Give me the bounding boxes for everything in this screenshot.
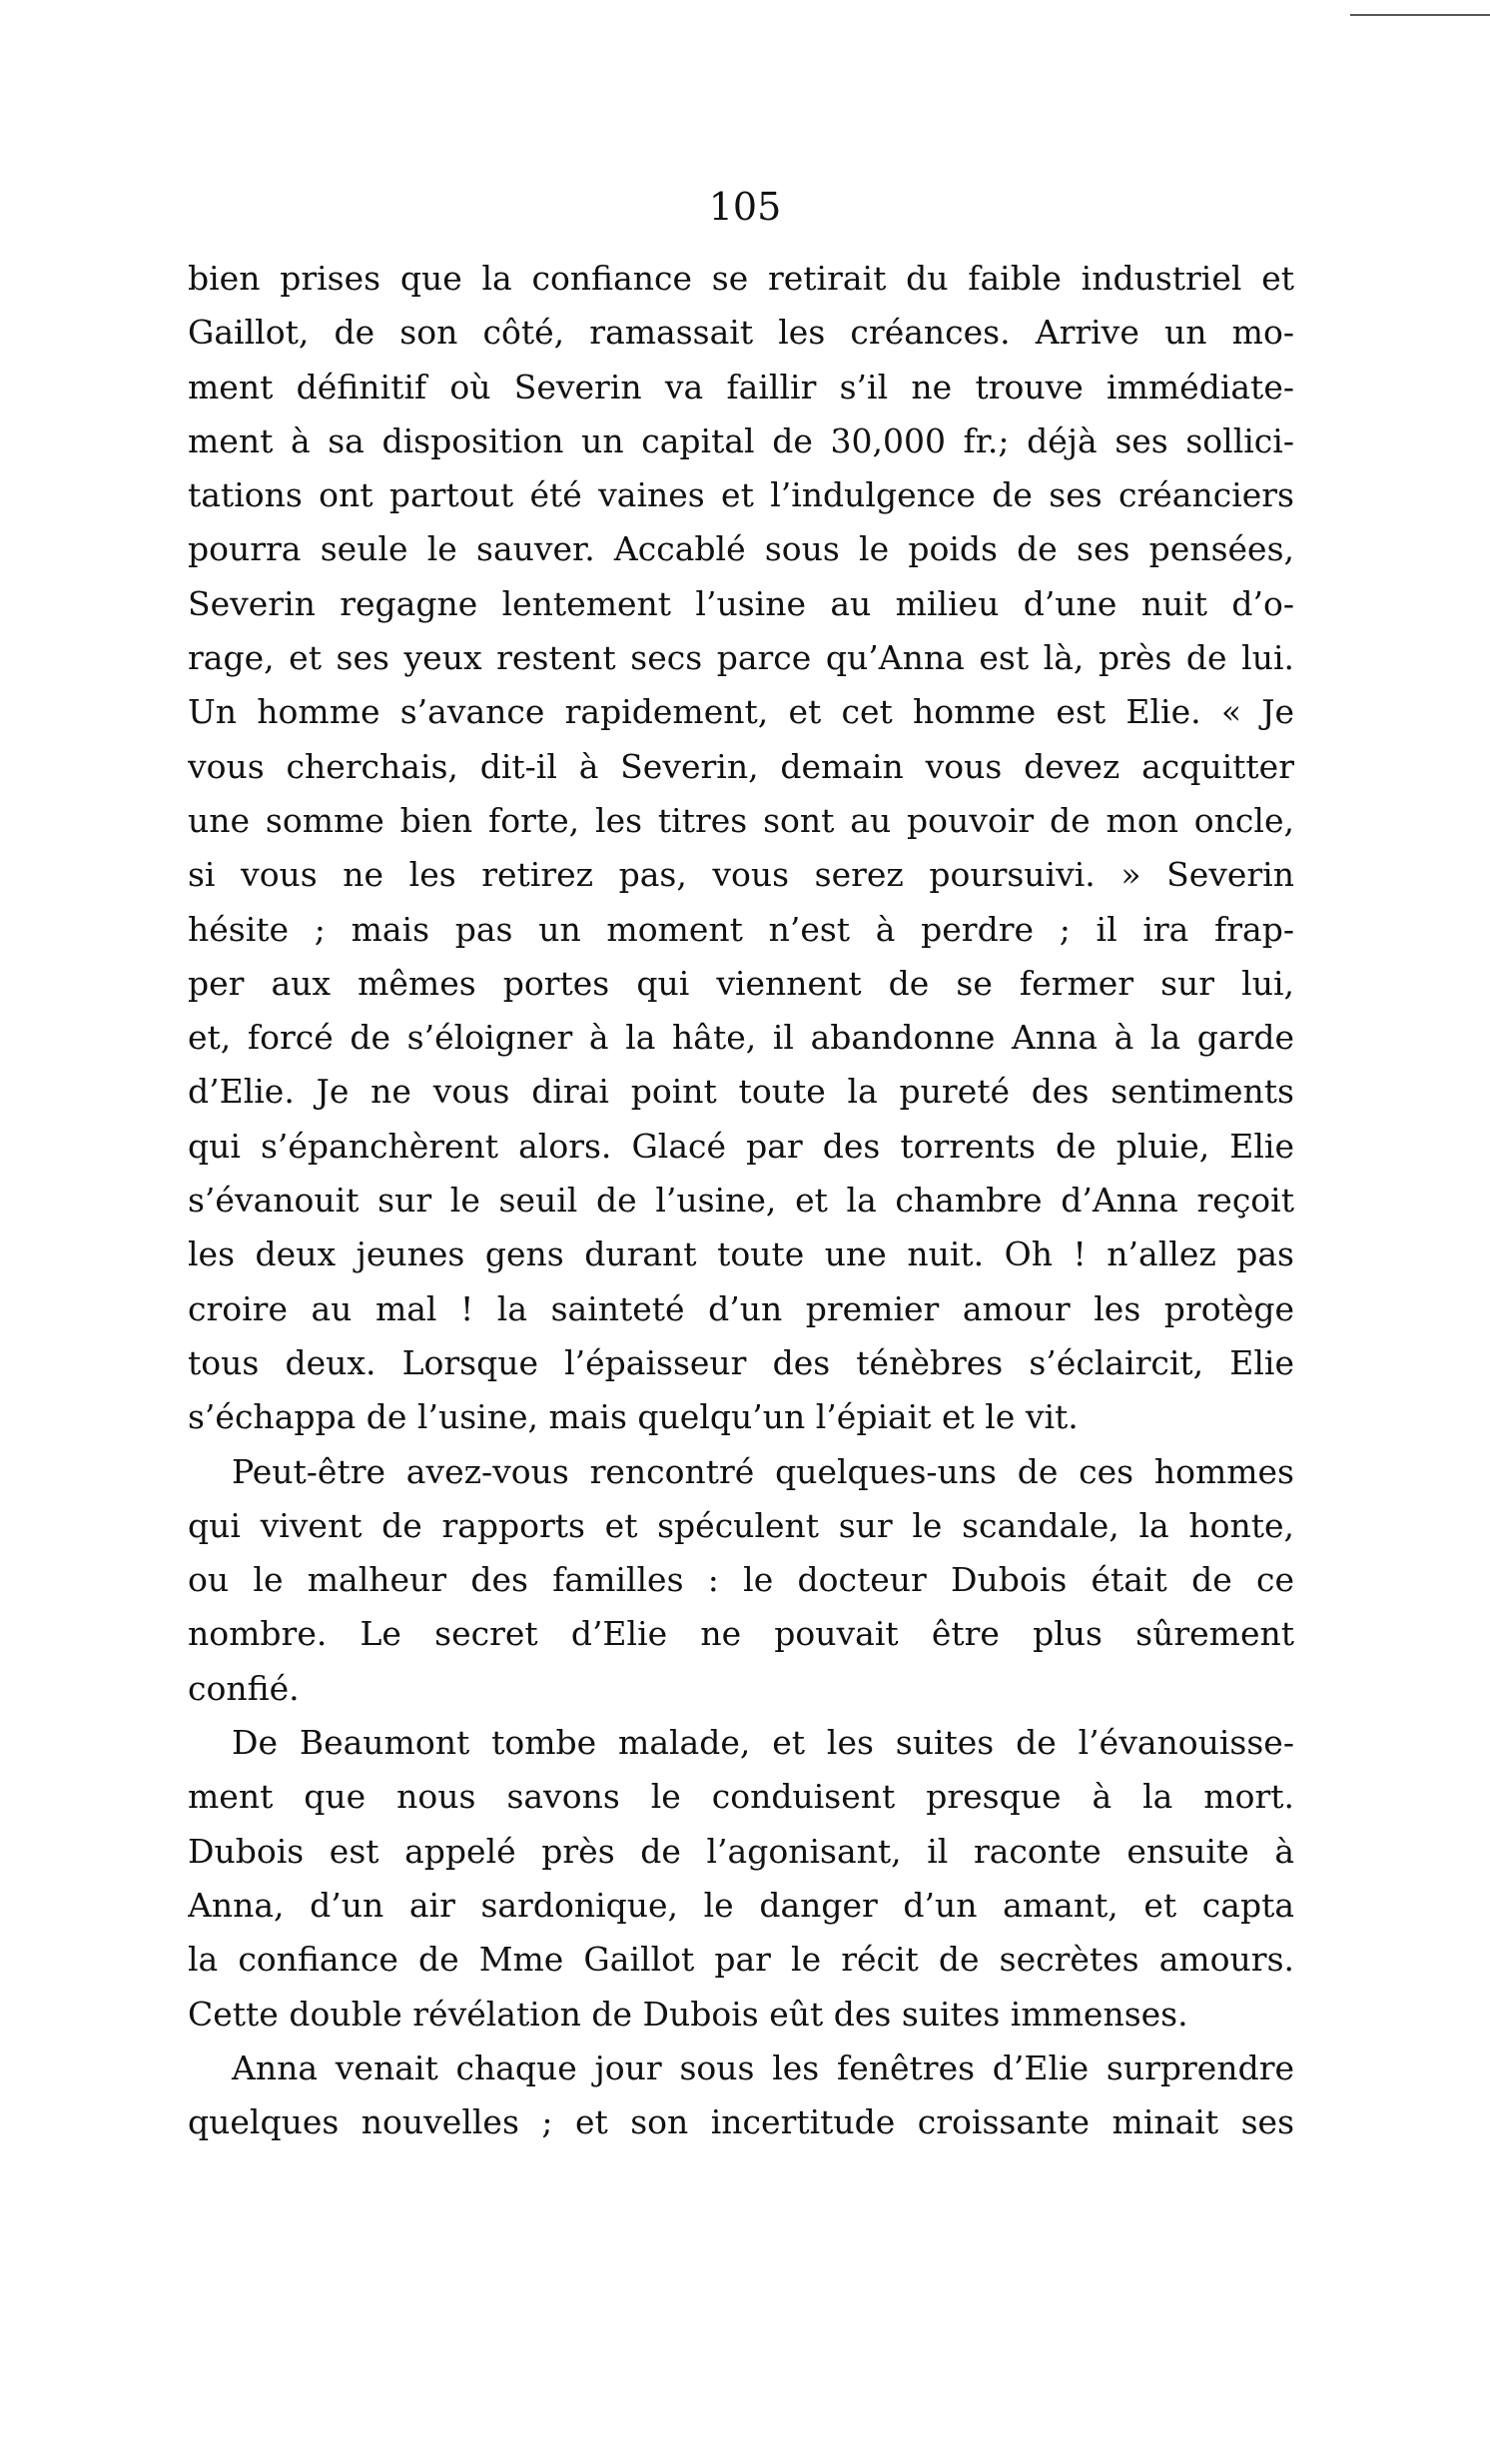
text-line: quelques nouvelles ; et son incertitude croissante minait ses [188, 2102, 1294, 2142]
text-line: vous cherchais, dit-il à Severin, demain vous devez acquitter [188, 746, 1294, 786]
text-line: tations ont partout été vaines et l’indulgence de ses créanciers [188, 475, 1294, 515]
text-line: la confiance de Mme Gaillot par le récit de secrètes amours. [188, 1940, 1294, 1980]
text-line: s’échappa de l’usine, mais quelqu’un l’épiait et le vit. [188, 1397, 1079, 1437]
text-line: tous deux. Lorsque l’épaisseur des ténèbres s’éclaircit, Elie [188, 1342, 1294, 1382]
text-line: ment que nous savons le conduisent presque à la mort. [188, 1777, 1294, 1817]
text-line: confié. [188, 1668, 300, 1708]
text-line: les deux jeunes gens durant toute une nuit. Oh ! n’allez pas [188, 1234, 1294, 1274]
text-line: Anna venait chaque jour sous les fenêtres d’Elie surprendre [232, 2048, 1294, 2087]
text-line: hésite ; mais pas un moment n’est à perdre ; il ira frap- [188, 909, 1294, 949]
text-line: ment définitif où Severin va faillir s’il ne trouve immédiate- [188, 367, 1294, 407]
text-line: Dubois est appelé près de l’agonisant, il raconte ensuite à [188, 1831, 1294, 1871]
text-line: per aux mêmes portes qui viennent de se fermer sur lui, [188, 963, 1294, 1003]
text-line: croire au mal ! la sainteté d’un premier amour les protège [188, 1288, 1294, 1328]
text-line: s’évanouit sur le seuil de l’usine, et la chambre d’Anna reçoit [188, 1181, 1294, 1221]
text-line: et, forcé de s’éloigner à la hâte, il abandonne Anna à la garde [188, 1018, 1294, 1058]
text-line: pourra seule le sauver. Accablé sous le poids de ses pensées, [188, 529, 1294, 569]
text-line: qui vivent de rapports et spéculent sur le scandale, la honte, [188, 1505, 1294, 1545]
text-line: Peut-être avez-vous rencontré quelques-uns de ces hommes [232, 1451, 1294, 1491]
text-line: De Beaumont tombe malade, et les suites de l’évanouisse- [232, 1723, 1294, 1763]
text-line: Gaillot, de son côté, ramassait les créances. Arrive un mo- [188, 313, 1294, 353]
text-line: qui s’épanchèrent alors. Glacé par des torrents de pluie, Elie [188, 1126, 1294, 1166]
text-line: Un homme s’avance rapidement, et cet homme est Elie. « Je [188, 692, 1294, 732]
page-number: 105 [708, 185, 782, 229]
text-line: bien prises que la confiance se retirait du faible industriel et [188, 259, 1294, 298]
text-line: Anna, d’un air sardonique, le danger d’un amant, et capta [188, 1885, 1294, 1925]
text-line: ment à sa disposition un capital de 30,000 fr.; déjà ses sollici- [188, 420, 1294, 460]
text-block [188, 252, 1294, 2149]
text-line: rage, et ses yeux restent secs parce qu’Anna est là, près de lui. [188, 638, 1294, 678]
text-line: si vous ne les retirez pas, vous serez poursuivi. » Severin [188, 855, 1294, 895]
text-line: Cette double révélation de Dubois eût des suites immenses. [188, 1994, 1188, 2034]
top-rule [1350, 14, 1490, 16]
text-line: Severin regagne lentement l’usine au milieu d’une nuit d’o- [188, 583, 1294, 623]
text-line: d’Elie. Je ne vous dirai point toute la pureté des sentiments [188, 1072, 1294, 1112]
text-line: ou le malheur des familles : le docteur Dubois était de ce [188, 1560, 1294, 1600]
text-line: une somme bien forte, les titres sont au pouvoir de mon oncle, [188, 800, 1294, 840]
text-line: nombre. Le secret d’Elie ne pouvait être plus sûrement [188, 1614, 1294, 1654]
